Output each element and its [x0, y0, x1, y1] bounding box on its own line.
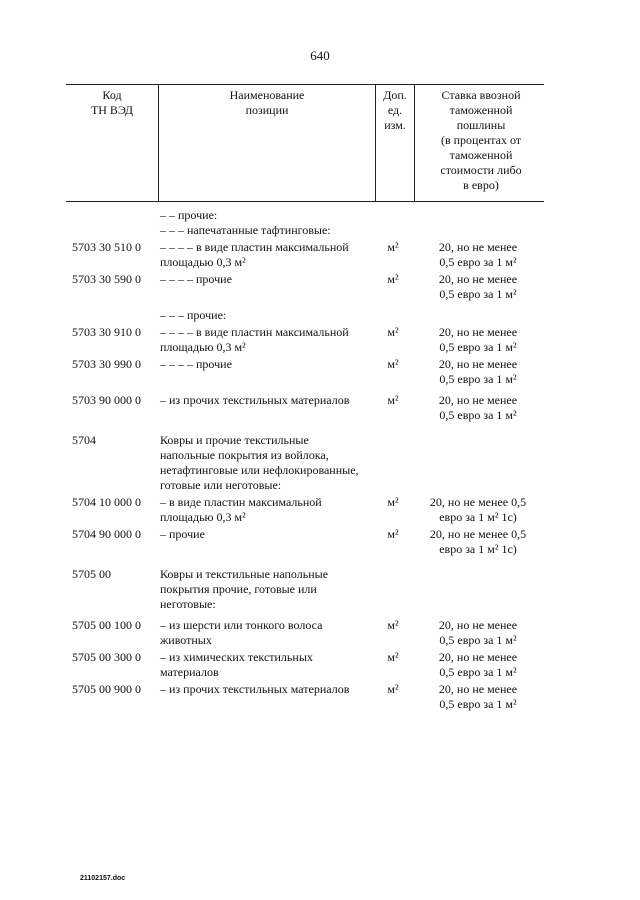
- row-name: – из шерсти или тонкого волоса животных: [160, 618, 323, 647]
- header-unit: Доп. ед. изм.: [376, 85, 415, 201]
- row-name: – из прочих текстильных материалов: [160, 682, 350, 696]
- row-code: 5705 00: [72, 567, 111, 581]
- table-header: [66, 85, 544, 201]
- row-unit: [374, 223, 412, 238]
- row-unit: м²: [387, 527, 399, 541]
- row-unit: м²: [387, 240, 399, 254]
- row-name: – – – – в виде пластин максимальной площадью 0,3 м²: [160, 325, 349, 354]
- row-code: 5703 30 590 0: [72, 272, 141, 286]
- table-row: [66, 618, 544, 648]
- row-name: – – – напечатанные тафтинговые:: [160, 223, 331, 237]
- row-unit: м²: [387, 325, 399, 339]
- row-unit: м²: [387, 650, 399, 664]
- row-unit: м²: [387, 272, 399, 286]
- row-code: 5703 30 910 0: [72, 325, 141, 339]
- header-name: Наименование позиции: [159, 85, 376, 201]
- row-rate: 20, но не менее 0,5 евро за 1 м²: [438, 357, 518, 386]
- row-code: 5703 90 000 0: [72, 393, 141, 407]
- row-name: – – – – прочие: [160, 357, 232, 371]
- row-rate: 20, но не менее 0,5 евро за 1 м²: [438, 618, 518, 647]
- row-rate: [412, 223, 544, 238]
- row-rate: [412, 567, 544, 612]
- table-row: [66, 433, 544, 493]
- table-row: [66, 308, 544, 323]
- row-rate: [412, 208, 544, 223]
- header-code: Код ТН ВЭД: [66, 85, 159, 201]
- row-code: [66, 308, 158, 323]
- header-rate: Ставка ввозной таможенной пошлины (в процентах от таможенной стоимости либо в евро): [440, 88, 522, 192]
- row-name: – – – – прочие: [160, 272, 232, 286]
- table-row: [66, 393, 544, 423]
- row-rate: [412, 308, 544, 323]
- row-code: 5704 10 000 0: [72, 495, 141, 509]
- table-row: [66, 357, 544, 387]
- row-code: [66, 208, 158, 223]
- row-unit: м²: [387, 357, 399, 371]
- row-unit: [374, 308, 412, 323]
- row-unit: м²: [387, 618, 399, 632]
- row-unit: м²: [387, 682, 399, 696]
- row-code: 5703 30 990 0: [72, 357, 141, 371]
- row-unit: [374, 567, 412, 612]
- row-rate: 20, но не менее 0,5 евро за 1 м² 1с): [429, 495, 527, 524]
- row-rate: 20, но не менее 0,5 евро за 1 м² 1с): [429, 527, 527, 556]
- row-rate: 20, но не менее 0,5 евро за 1 м²: [438, 240, 518, 269]
- row-unit: м²: [387, 393, 399, 407]
- table-row: [66, 208, 544, 223]
- table-row: [66, 650, 544, 680]
- row-rate: 20, но не менее 0,5 евро за 1 м²: [438, 272, 518, 301]
- row-rate: 20, но не менее 0,5 евро за 1 м²: [438, 325, 518, 354]
- table-row: [66, 223, 544, 238]
- row-name: – – – прочие:: [160, 308, 227, 322]
- row-code: 5705 00 900 0: [72, 682, 141, 696]
- row-code: 5704 90 000 0: [72, 527, 141, 541]
- tariff-table: [66, 84, 544, 712]
- table-row: [66, 567, 544, 612]
- row-code: 5705 00 300 0: [72, 650, 141, 664]
- table-row: [66, 495, 544, 525]
- footer-filename: 21102157.doc: [80, 875, 126, 882]
- row-code: 5704: [72, 433, 96, 447]
- row-code: 5705 00 100 0: [72, 618, 141, 632]
- table-row: [66, 240, 544, 270]
- row-name: Ковры и текстильные напольные покрытия прочие, готовые или неготовые:: [160, 567, 329, 611]
- table-row: [66, 272, 544, 302]
- row-name: – – – – в виде пластин максимальной площадью 0,3 м²: [160, 240, 349, 269]
- table-row: [66, 682, 544, 712]
- row-unit: м²: [387, 495, 399, 509]
- table-row: [66, 325, 544, 355]
- row-rate: [412, 433, 544, 493]
- row-code: [66, 223, 158, 238]
- row-name: – прочие: [160, 527, 205, 541]
- row-rate: 20, но не менее 0,5 евро за 1 м²: [438, 682, 518, 711]
- row-name: – из химических текстильных материалов: [160, 650, 313, 679]
- row-name: Ковры и прочие текстильные напольные покрытия из войлока, нетафтинговые или нефлокированные, готовые или неготовые:: [160, 433, 359, 492]
- table-body: [66, 202, 544, 712]
- row-rate: 20, но не менее 0,5 евро за 1 м²: [438, 393, 518, 422]
- row-rate: 20, но не менее 0,5 евро за 1 м²: [438, 650, 518, 679]
- row-unit: [374, 208, 412, 223]
- row-unit: [374, 433, 412, 493]
- row-code: 5703 30 510 0: [72, 240, 141, 254]
- row-name: – из прочих текстильных материалов: [160, 393, 350, 407]
- page-number: 640: [310, 48, 330, 63]
- row-name: – – прочие:: [160, 208, 218, 222]
- table-row: [66, 527, 544, 557]
- row-name: – в виде пластин максимальной площадью 0,3 м²: [160, 495, 322, 524]
